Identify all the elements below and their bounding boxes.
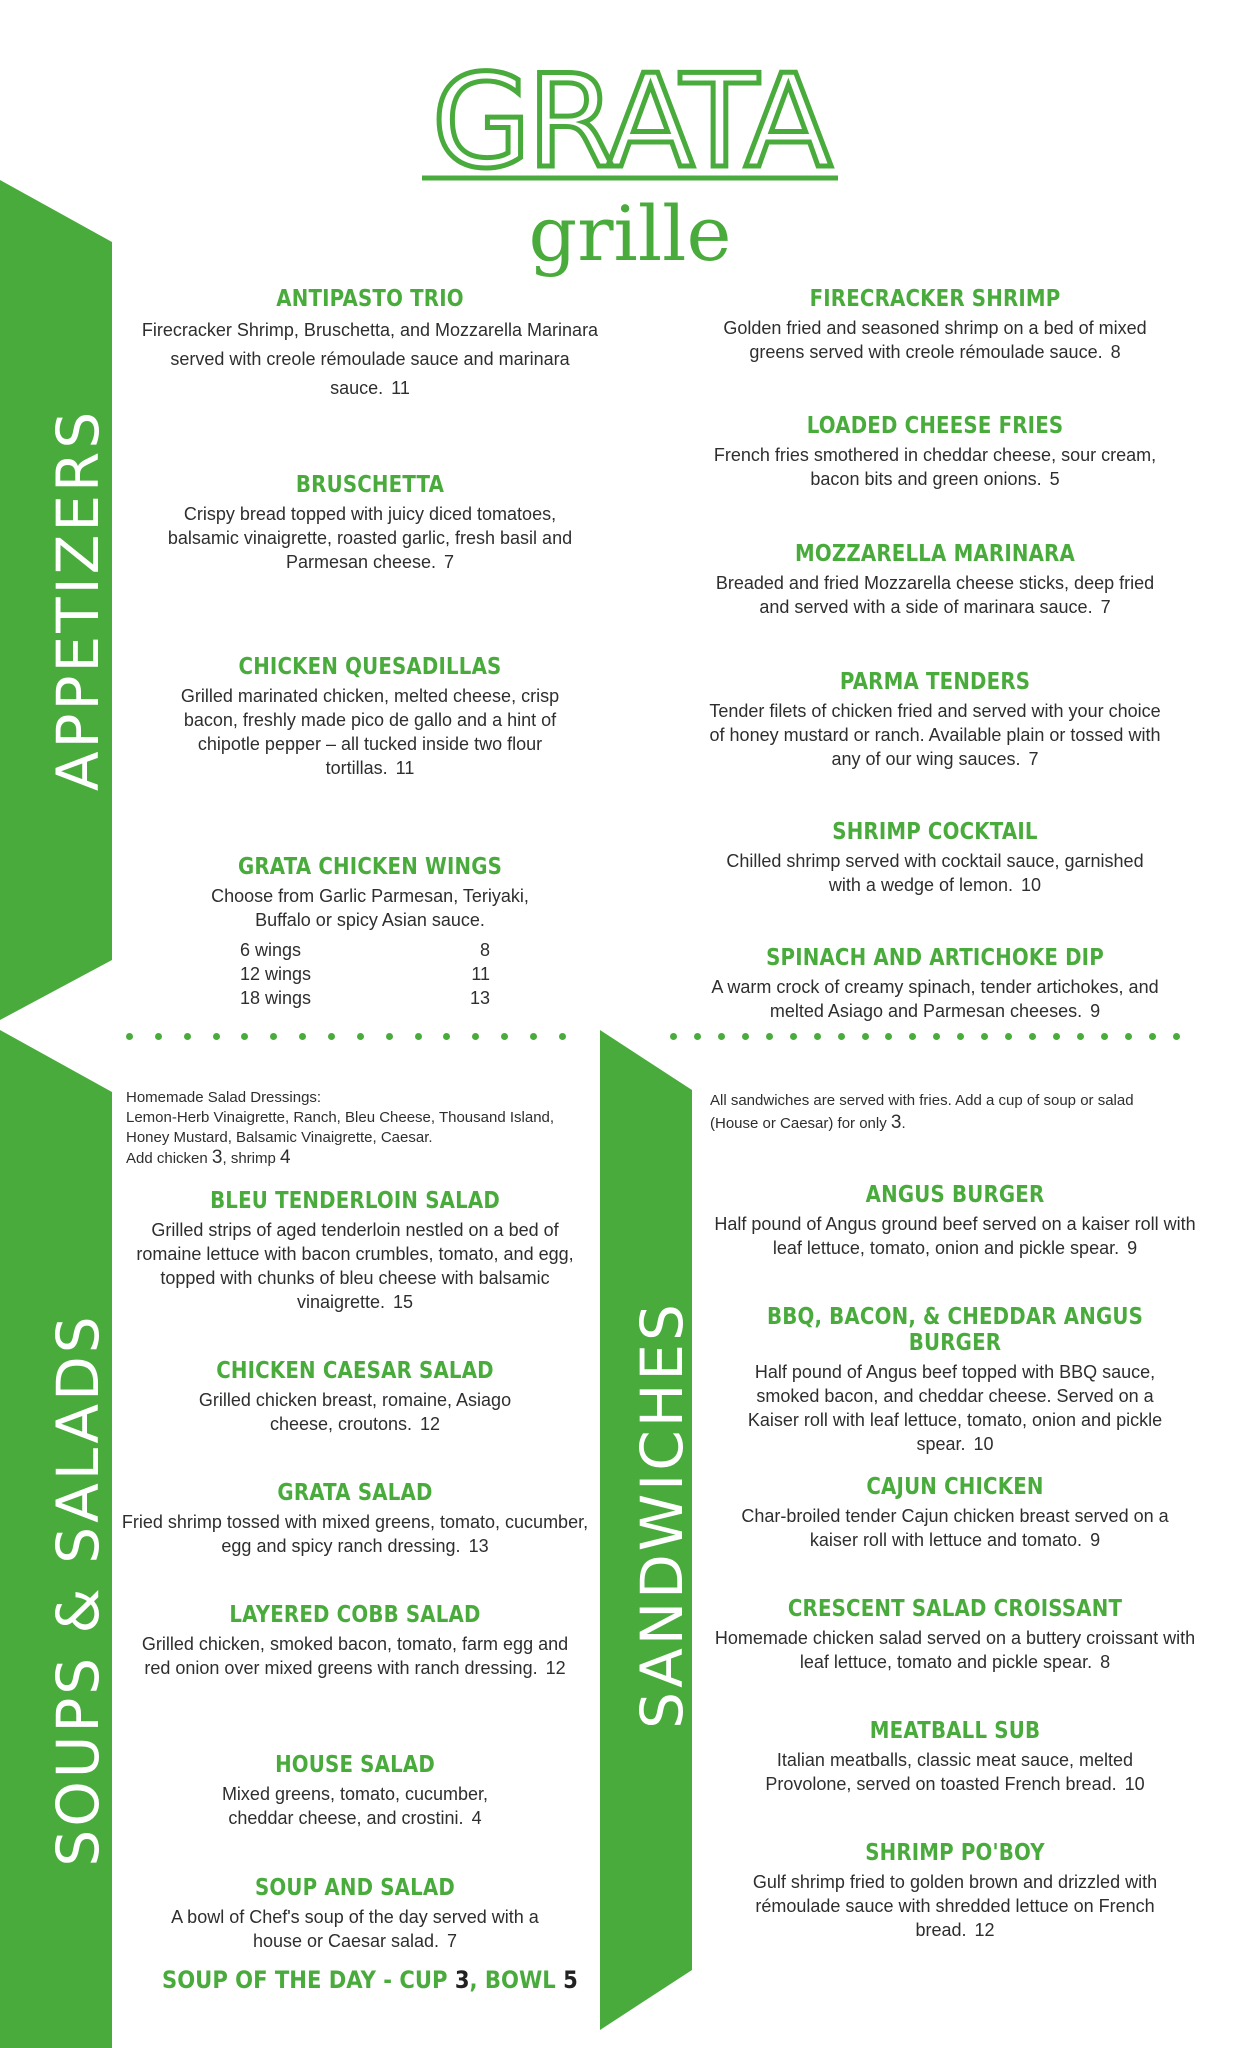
- wings-option: 6 wings 8: [240, 940, 490, 960]
- menu-item-bleu-tenderloin-salad: [130, 1188, 580, 1314]
- item-description: Tender filets of chicken fried and served with your choice of honey mustard or ranch. Available plain or tossed with any of our wing sauces. 7: [709, 701, 1161, 769]
- item-price: 7: [1028, 749, 1039, 769]
- dot-divider-right: [670, 1033, 1180, 1045]
- item-description: A bowl of Chef's soup of the day served with a house or Caesar salad. 7: [171, 1907, 539, 1951]
- menu-item-cajun-chicken: [720, 1474, 1190, 1552]
- menu-item-shrimp-cocktail: [720, 819, 1150, 897]
- sandwiches-band: [600, 1030, 696, 2030]
- sandwiches-note: All sandwiches are served with fries. Add a cup of soup or salad (House or Caesar) for only 3.: [710, 1092, 1134, 1133]
- appetizers-band: [0, 180, 112, 1020]
- add-protein-line: Add chicken 3, shrimp 4: [126, 1147, 291, 1168]
- item-price: 7: [444, 552, 455, 572]
- menu-item-chicken-quesadillas: [160, 654, 580, 780]
- item-price: 7: [1100, 597, 1111, 617]
- menu-item-meatball-sub: [720, 1718, 1190, 1796]
- wings-price-list: [240, 938, 490, 1010]
- item-description: Mixed greens, tomato, cucumber, cheddar cheese, and crostini. 4: [221, 1784, 489, 1828]
- soups-salads-band: [0, 1030, 112, 2048]
- item-price: 9: [1090, 1530, 1101, 1550]
- dressings-title: Homemade Salad Dressings:: [126, 1089, 322, 1106]
- item-price: 4: [471, 1808, 482, 1828]
- item-description: Gulf shrimp fried to golden brown and drizzled with rémoulade sauce with shredded lettuce on French bread. 12: [752, 1872, 1158, 1940]
- wings-option: 18 wings 13: [240, 988, 490, 1008]
- item-description: Half pound of Angus beef topped with BBQ sauce, smoked bacon, and cheddar cheese. Served on a Kaiser roll with leaf lettuce, tomato, onion and pickle spear. 10: [747, 1362, 1163, 1454]
- menu-item-soup-and-salad: [160, 1875, 550, 1953]
- item-name: ANTIPASTO TRIO: [276, 286, 464, 312]
- item-name: SHRIMP COCKTAIL: [832, 819, 1038, 845]
- menu-item-mozzarella-marinara: [700, 541, 1170, 619]
- item-description: Fried shrimp tossed with mixed greens, tomato, cucumber, egg and spicy ranch dressing. 13: [121, 1512, 589, 1556]
- appetizers-heading: APPETIZERS: [44, 408, 112, 792]
- menu-item-layered-cobb-salad: [140, 1602, 570, 1680]
- item-price: 13: [468, 1536, 489, 1556]
- item-description: Firecracker Shrimp, Bruschetta, and Mozzarella Marinara served with creole rémoulade sauce and marinara sauce. 11: [141, 320, 599, 398]
- item-name: MOZZARELLA MARINARA: [795, 541, 1075, 567]
- item-name: SOUP AND SALAD: [255, 1875, 455, 1901]
- item-name: SPINACH AND ARTICHOKE DIP: [766, 945, 1104, 971]
- item-price: 10: [1124, 1774, 1145, 1794]
- item-name: HOUSE SALAD: [275, 1752, 435, 1778]
- dot-divider-left: [126, 1033, 566, 1045]
- item-name: GRATA SALAD: [277, 1480, 433, 1506]
- item-description: Breaded and fried Mozzarella cheese sticks, deep fried and served with a side of marinara sauce. 7: [715, 573, 1155, 617]
- item-name: CHICKEN QUESADILLAS: [238, 654, 502, 680]
- item-price: 8: [1110, 342, 1121, 362]
- item-name: LAYERED COBB SALAD: [229, 1602, 481, 1628]
- item-description: Italian meatballs, classic meat sauce, melted Provolone, served on toasted French bread. 10: [765, 1750, 1145, 1794]
- dressings-list: Lemon-Herb Vinaigrette, Ranch, Bleu Cheese, Thousand Island, Honey Mustard, Balsamic Vinaigrette, Caesar.: [126, 1109, 555, 1146]
- item-price: 12: [974, 1920, 995, 1940]
- item-name: PARMA TENDERS: [839, 669, 1031, 695]
- salad-dressings-note: [126, 1088, 596, 1169]
- item-name: BRUSCHETTA: [295, 472, 445, 498]
- menu-item-grata-chicken-wings: [160, 854, 580, 932]
- item-price: 12: [545, 1658, 566, 1678]
- item-name: CRESCENT SALAD CROISSANT: [787, 1596, 1123, 1622]
- soups-salads-heading: SOUPS & SALADS: [44, 1313, 112, 1867]
- item-name: GRATA CHICKEN WINGS: [237, 854, 503, 880]
- item-price: 15: [393, 1292, 414, 1312]
- item-price: 11: [395, 758, 415, 778]
- item-description: Homemade chicken salad served on a buttery croissant with leaf lettuce, tomato and pickle spear. 8: [714, 1628, 1196, 1672]
- item-name: BBQ, BACON, & CHEDDAR ANGUS BURGER: [766, 1304, 1144, 1356]
- restaurant-logo: [420, 48, 840, 278]
- item-description: Choose from Garlic Parmesan, Teriyaki, Buffalo or spicy Asian sauce.: [211, 886, 529, 930]
- item-description: Golden fried and seasoned shrimp on a bed of mixed greens served with creole rémoulade sauce. 8: [723, 318, 1147, 362]
- logo-bottom-text: grille: [528, 189, 732, 278]
- item-name: CAJUN CHICKEN: [866, 1474, 1044, 1500]
- item-price: 9: [1127, 1238, 1138, 1258]
- menu-item-bruschetta: [150, 472, 590, 574]
- item-price: 10: [1021, 875, 1042, 895]
- menu-item-chicken-caesar-salad: [150, 1358, 560, 1436]
- menu-item-antipasto-trio: [140, 286, 600, 403]
- item-price: 5: [1049, 469, 1060, 489]
- item-name: BLEU TENDERLOIN SALAD: [210, 1188, 500, 1214]
- item-description: Char-broiled tender Cajun chicken breast served on a kaiser roll with lettuce and tomato. 9: [741, 1506, 1169, 1550]
- menu-item-bbq-bacon-cheddar-burger: [700, 1304, 1210, 1456]
- item-description: A warm crock of creamy spinach, tender artichokes, and melted Asiago and Parmesan cheeses. 9: [711, 977, 1159, 1021]
- item-name: MEATBALL SUB: [869, 1718, 1041, 1744]
- menu-item-angus-burger: [700, 1182, 1210, 1260]
- item-name: FIRECRACKER SHRIMP: [809, 286, 1061, 312]
- soup-of-the-day: SOUP OF THE DAY - CUP 3, BOWL 5: [162, 1966, 578, 1994]
- menu-item-shrimp-poboy: [720, 1840, 1190, 1942]
- menu-item-loaded-cheese-fries: [700, 413, 1170, 491]
- item-description: Half pound of Angus ground beef served on a kaiser roll with leaf lettuce, tomato, onion and pickle spear. 9: [714, 1214, 1196, 1258]
- item-description: Grilled chicken breast, romaine, Asiago cheese, croutons. 12: [198, 1390, 512, 1434]
- logo-top-text: GRATA: [431, 48, 829, 197]
- menu-item-firecracker-shrimp: [700, 286, 1170, 364]
- menu-item-spinach-artichoke-dip: [700, 945, 1170, 1023]
- item-price: 7: [447, 1931, 458, 1951]
- menu-item-crescent-salad-croissant: [700, 1596, 1210, 1674]
- item-description: French fries smothered in cheddar cheese, sour cream, bacon bits and green onions. 5: [713, 445, 1157, 489]
- item-description: Grilled marinated chicken, melted cheese, crisp bacon, freshly made pico de gallo and a hint of chipotle pepper – all tucked inside two flour tortillas. 11: [180, 686, 560, 778]
- item-name: CHICKEN CAESAR SALAD: [216, 1358, 494, 1384]
- item-name: ANGUS BURGER: [865, 1182, 1045, 1208]
- item-price: 12: [420, 1414, 441, 1434]
- item-name: LOADED CHEESE FRIES: [806, 413, 1064, 439]
- item-description: Grilled strips of aged tenderloin nestled on a bed of romaine lettuce with bacon crumbles, tomato, and egg, topped with chunks of bleu cheese with balsamic vinaigrette. 15: [136, 1220, 574, 1312]
- wings-option: 12 wings 11: [240, 964, 490, 984]
- item-price: 10: [973, 1434, 994, 1454]
- item-description: Chilled shrimp served with cocktail sauce, garnished with a wedge of lemon. 10: [726, 851, 1144, 895]
- item-description: Grilled chicken, smoked bacon, tomato, farm egg and red onion over mixed greens with ranch dressing. 12: [141, 1634, 569, 1678]
- menu-item-house-salad: [160, 1752, 550, 1830]
- menu-item-parma-tenders: [700, 669, 1170, 771]
- item-price: 9: [1090, 1001, 1101, 1021]
- item-description: Crispy bread topped with juicy diced tomatoes, balsamic vinaigrette, roasted garlic, fresh basil and Parmesan cheese. 7: [167, 504, 573, 572]
- item-price: 11: [391, 378, 410, 398]
- item-name: SHRIMP PO'BOY: [865, 1840, 1045, 1866]
- menu-item-grata-salad: [120, 1480, 590, 1558]
- item-price: 8: [1100, 1652, 1111, 1672]
- sandwiches-heading: SANDWICHES: [628, 1301, 696, 1729]
